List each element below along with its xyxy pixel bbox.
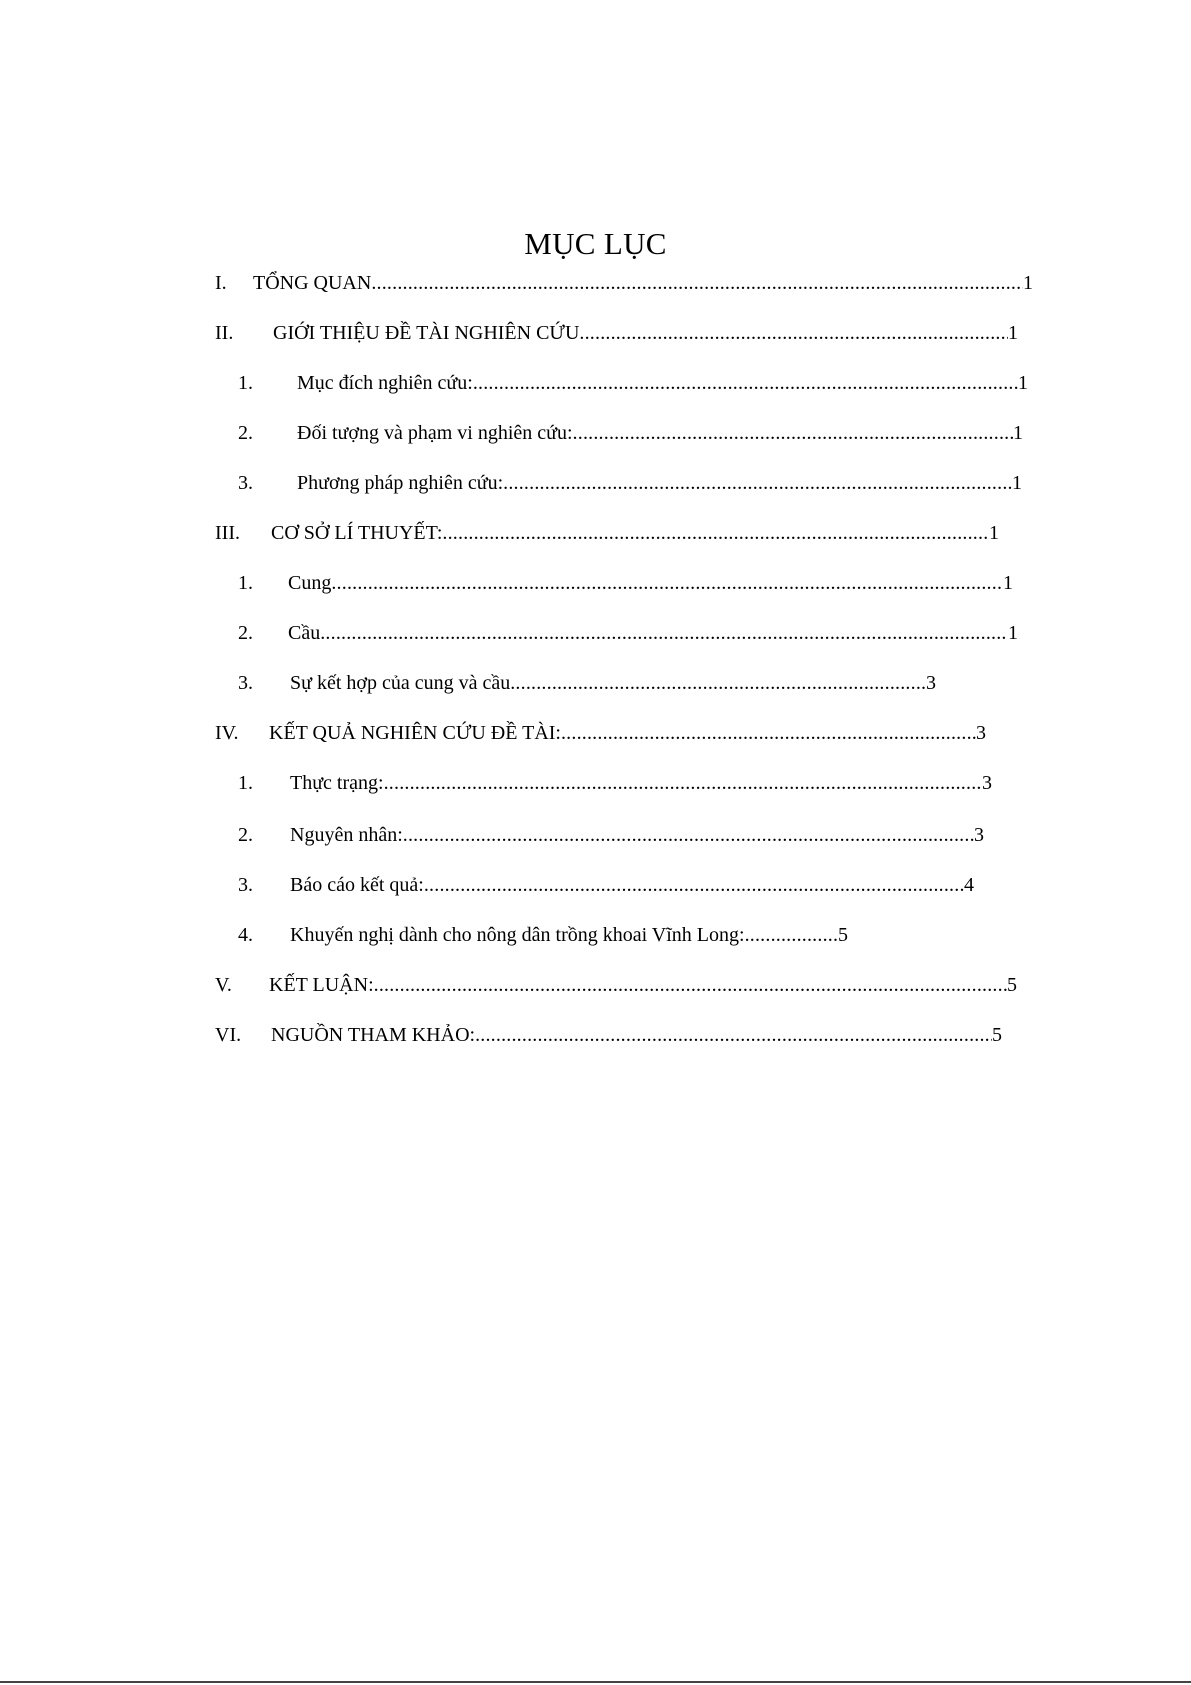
toc-entry[interactable] [238, 568, 1013, 598]
toc-entry-page: 5 [1007, 974, 1017, 996]
toc-entry[interactable] [215, 1020, 1002, 1050]
toc-entry-label: Báo cáo kết quả: [290, 874, 424, 896]
toc-entry[interactable] [215, 268, 1033, 298]
toc-entry-number: I. [215, 272, 227, 294]
toc-entry-page: 4 [964, 874, 974, 896]
toc-entry-number: VI. [215, 1024, 242, 1046]
toc-dot-leader [579, 318, 1008, 348]
toc-entry-page: 5 [992, 1024, 1002, 1046]
toc-entry[interactable] [238, 618, 1018, 648]
toc-entry[interactable] [238, 468, 1022, 498]
toc-dot-leader [320, 618, 1008, 648]
toc-entry-page: 1 [1008, 322, 1018, 344]
toc-entry-page: 1 [1012, 472, 1022, 494]
toc-entry-number: 3. [238, 472, 253, 494]
toc-entry-page: 3 [982, 772, 992, 794]
toc-entry-label: Mục đích nghiên cứu: [297, 372, 473, 394]
toc-entry-label: Cung [288, 572, 332, 594]
toc-dot-leader [503, 468, 1012, 498]
toc-entry-page: 1 [1018, 372, 1028, 394]
toc-entry[interactable] [215, 970, 1017, 1000]
toc-entry-label: Phương pháp nghiên cứu: [297, 472, 504, 494]
toc-entry-label: NGUỒN THAM KHẢO: [271, 1024, 476, 1046]
toc-dot-leader [745, 920, 838, 950]
toc-entry[interactable] [238, 418, 1023, 448]
toc-entry-page: 5 [838, 924, 848, 946]
toc-dot-leader [442, 518, 989, 548]
toc-entry[interactable] [238, 368, 1028, 398]
toc-entry-label: Nguyên nhân: [290, 824, 403, 846]
toc-entry[interactable] [238, 920, 848, 950]
toc-entry[interactable] [215, 718, 986, 748]
toc-entry-number: 2. [238, 422, 253, 444]
toc-entry-number: 1. [238, 372, 253, 394]
toc-entry[interactable] [215, 318, 1018, 348]
toc-dot-leader [510, 668, 926, 698]
toc-entry-number: 3. [238, 874, 253, 896]
toc-entry-label: Đối tượng và phạm vi nghiên cứu: [297, 422, 573, 444]
toc-dot-leader [384, 768, 982, 798]
toc-entry-page: 1 [989, 522, 999, 544]
toc-entry-number: 4. [238, 924, 253, 946]
toc-dot-leader [475, 1020, 992, 1050]
toc-entry-number: 1. [238, 572, 253, 594]
toc-entry-label: KẾT QUẢ NGHIÊN CỨU ĐỀ TÀI: [269, 722, 561, 744]
toc-entry-page: 1 [1003, 572, 1013, 594]
toc-entry-label: Cầu [288, 622, 321, 644]
toc-dot-leader [374, 970, 1007, 1000]
toc-entry-page: 3 [974, 824, 984, 846]
toc-entry[interactable] [238, 820, 984, 850]
toc-entry-label: Sự kết hợp của cung và cầu [290, 672, 511, 694]
toc-entry-page: 3 [926, 672, 936, 694]
toc-entry-label: GIỚI THIỆU ĐỀ TÀI NGHIÊN CỨU [273, 322, 580, 344]
toc-entry-number: IV. [215, 722, 239, 744]
toc-entry[interactable] [238, 768, 992, 798]
toc-entry-number: 3. [238, 672, 253, 694]
toc-dot-leader [573, 418, 1013, 448]
toc-entry-label: KẾT LUẬN: [269, 974, 374, 996]
toc-entry[interactable] [215, 518, 999, 548]
toc-dot-leader [403, 820, 974, 850]
toc-title: MỤC LỤC [524, 226, 667, 261]
toc-entry-label: CƠ SỞ LÍ THUYẾT: [271, 522, 443, 544]
page-bottom-edge [0, 1681, 1191, 1683]
toc-entry-number: V. [215, 974, 232, 996]
toc-entry[interactable] [238, 668, 936, 698]
toc-entry-page: 1 [1013, 422, 1023, 444]
toc-entry-page: 1 [1008, 622, 1018, 644]
toc-entry-label: TỔNG QUAN [253, 272, 372, 294]
toc-dot-leader [424, 870, 964, 900]
toc-entry-number: II. [215, 322, 234, 344]
toc-dot-leader [473, 368, 1018, 398]
toc-entry-page: 3 [976, 722, 986, 744]
toc-entry-page: 1 [1023, 272, 1033, 294]
toc-entry-label: Thực trạng: [290, 772, 384, 794]
toc-entry-number: 1. [238, 772, 253, 794]
toc-dot-leader [561, 718, 976, 748]
toc-entry-number: 2. [238, 622, 253, 644]
toc-dot-leader [331, 568, 1003, 598]
toc-entry-number: 2. [238, 824, 253, 846]
toc-entry-number: III. [215, 522, 240, 544]
toc-entry[interactable] [238, 870, 974, 900]
toc-dot-leader [371, 268, 1023, 298]
toc-entry-label: Khuyến nghị dành cho nông dân trồng khoai Vĩnh Long: [290, 924, 745, 946]
